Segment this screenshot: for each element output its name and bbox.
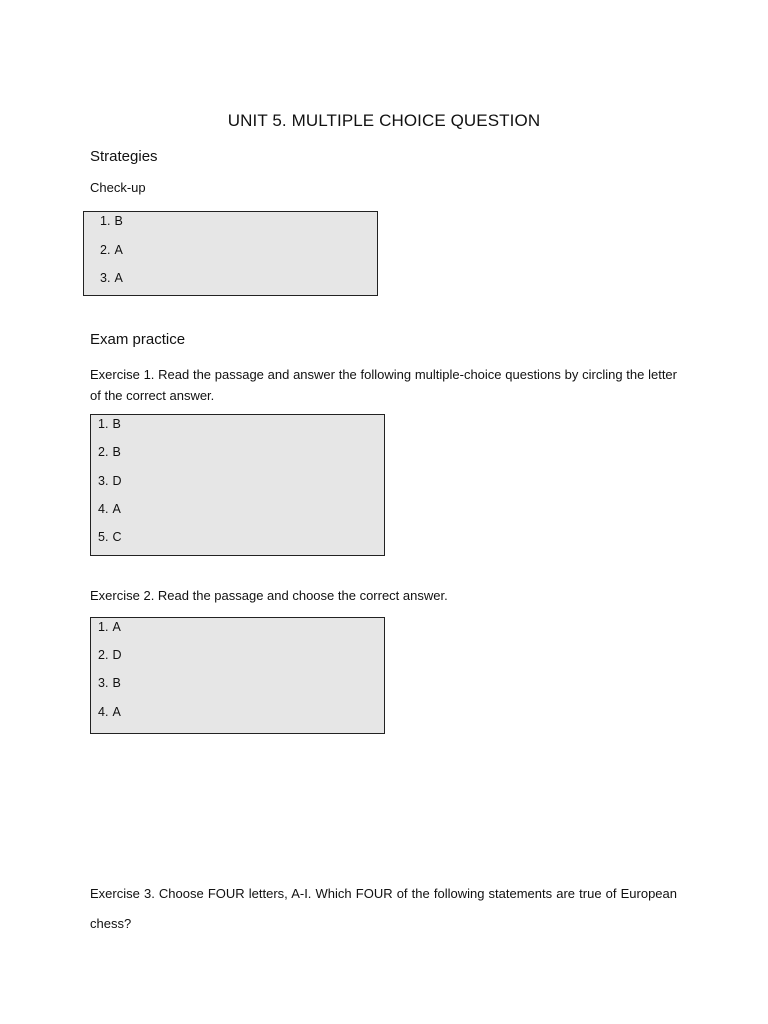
answer-item bbox=[98, 474, 121, 488]
answer-number: 3. bbox=[98, 676, 109, 690]
answer-item bbox=[98, 445, 121, 459]
answer-item bbox=[98, 502, 121, 516]
answer-number: 1. bbox=[98, 620, 109, 634]
exercise-1-answer-box bbox=[90, 414, 385, 556]
exercise-1-instruction: Exercise 1. Read the passage and answer the following multiple-choice questions by circling the letter of the correct answer. bbox=[90, 367, 677, 403]
answer-letter: A bbox=[112, 502, 121, 516]
answer-item bbox=[98, 530, 121, 544]
answer-number: 2. bbox=[98, 445, 109, 459]
answer-letter: C bbox=[112, 530, 122, 544]
answer-number: 2. bbox=[98, 648, 109, 662]
strategies-heading: Strategies bbox=[90, 148, 158, 165]
answer-number: 5. bbox=[98, 530, 109, 544]
page-title: UNIT 5. MULTIPLE CHOICE QUESTION bbox=[227, 111, 541, 130]
answer-item bbox=[100, 271, 123, 285]
answer-item bbox=[98, 417, 121, 431]
answer-letter: B bbox=[112, 445, 121, 459]
answer-letter: D bbox=[112, 474, 122, 488]
answer-letter: A bbox=[114, 243, 123, 257]
answer-letter: D bbox=[112, 648, 122, 662]
exercise-2-instruction: Exercise 2. Read the passage and choose the correct answer. bbox=[90, 588, 448, 603]
answer-item bbox=[98, 648, 121, 662]
checkup-answer-box bbox=[83, 211, 378, 296]
answer-letter: A bbox=[112, 620, 121, 634]
exam-practice-heading: Exam practice bbox=[90, 331, 186, 348]
exercise-2-answer-box bbox=[90, 617, 385, 734]
answer-number: 4. bbox=[98, 502, 109, 516]
answer-item bbox=[98, 620, 121, 634]
answer-number: 2. bbox=[100, 243, 111, 257]
answer-number: 1. bbox=[100, 214, 111, 228]
answer-number: 4. bbox=[98, 705, 109, 719]
answer-item bbox=[98, 676, 121, 690]
answer-item bbox=[98, 705, 121, 719]
answer-number: 3. bbox=[100, 271, 111, 285]
exercise-3-instruction: Exercise 3. Choose FOUR letters, A-I. Which FOUR of the following statements are true of European chess? bbox=[90, 886, 677, 931]
answer-letter: A bbox=[112, 705, 121, 719]
answer-number: 3. bbox=[98, 474, 109, 488]
answer-letter: B bbox=[114, 214, 123, 228]
answer-letter: B bbox=[112, 676, 121, 690]
answer-number: 1. bbox=[98, 417, 109, 431]
answer-letter: A bbox=[114, 271, 123, 285]
checkup-label: Check-up bbox=[90, 180, 146, 195]
answer-item bbox=[100, 214, 123, 228]
answer-letter: B bbox=[112, 417, 121, 431]
answer-item bbox=[100, 243, 123, 257]
